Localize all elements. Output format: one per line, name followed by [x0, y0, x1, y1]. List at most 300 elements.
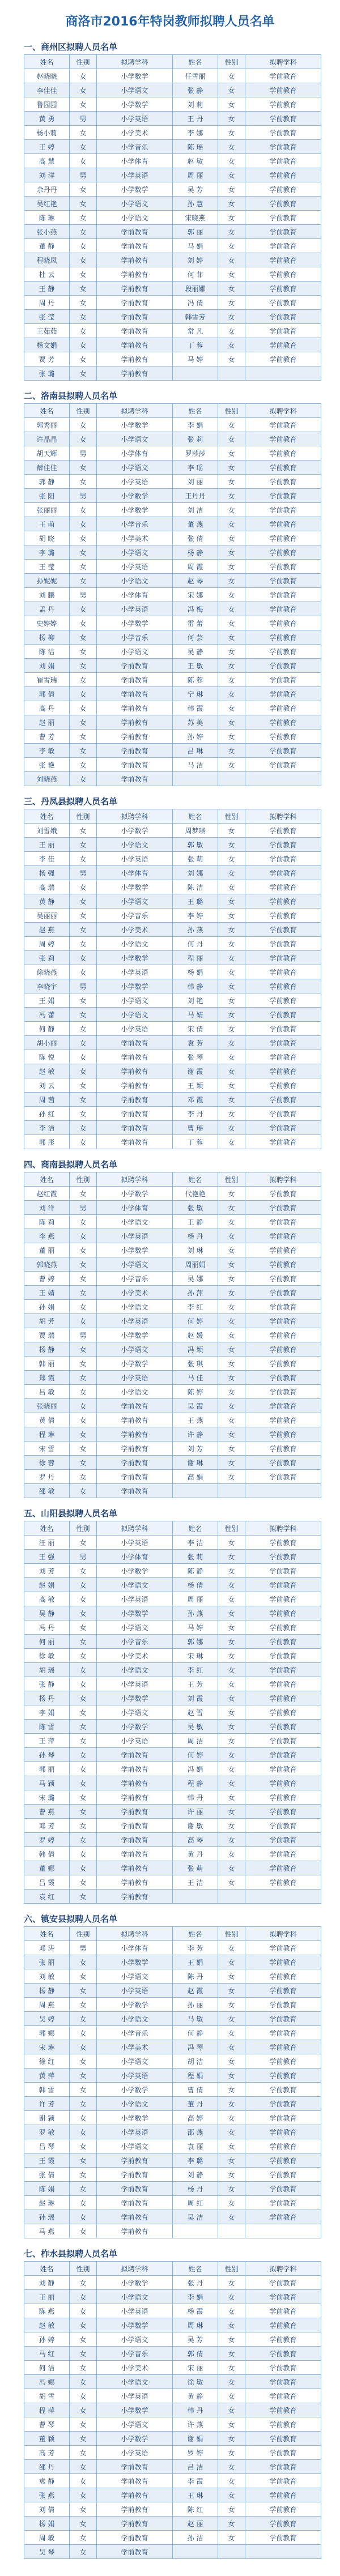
table-cell: 小学美术 — [97, 1649, 173, 1663]
table-cell: 学前教育 — [245, 1998, 321, 2012]
table-cell: 女 — [70, 1385, 97, 1399]
table-cell: 段丽娜 — [173, 282, 218, 296]
column-header: 姓名 — [173, 1927, 218, 1941]
table-cell: 小学数学 — [97, 880, 173, 894]
table-cell: 小学音乐 — [97, 2347, 173, 2361]
table-cell: 学前教育 — [245, 517, 321, 531]
table-cell: 女 — [218, 1620, 245, 1635]
page-title: 商洛市2016年特岗教师拟聘人员名单 — [65, 15, 275, 29]
table-cell: 杨 静 — [24, 1984, 70, 1998]
table-cell: 小学体育 — [97, 588, 173, 602]
table-cell: 女 — [218, 324, 245, 338]
table-row — [24, 2153, 321, 2168]
table-cell: 女 — [70, 772, 97, 786]
table-cell: 学前教育 — [245, 531, 321, 545]
table-cell: 女 — [70, 140, 97, 154]
table-cell: 学前教育 — [245, 965, 321, 979]
table-row — [24, 1357, 321, 1371]
table-cell: 任雪丽 — [173, 69, 218, 83]
table-cell: 周梦琪 — [173, 824, 218, 838]
table-cell: 何 静 — [173, 2026, 218, 2040]
table-cell: 杨 娟 — [173, 965, 218, 979]
table-cell: 马 婷 — [173, 352, 218, 366]
table-cell: 女 — [218, 1286, 245, 1300]
table-cell: 刘 艳 — [173, 993, 218, 1008]
table-cell: 小学英语 — [97, 1734, 173, 1748]
table-cell: 李 敏 — [24, 744, 70, 758]
table-cell: 陈 燕 — [24, 2304, 70, 2318]
table-cell: 女 — [70, 1300, 97, 1314]
table-cell: 女 — [70, 2026, 97, 2040]
table-cell: 马 婧 — [173, 1008, 218, 1022]
table-cell: 女 — [218, 2432, 245, 2446]
table-cell: 小学数学 — [97, 1606, 173, 1620]
table-cell: 学前教育 — [245, 2460, 321, 2474]
section-heading: 四、商南县拟聘人员名单 — [24, 1159, 118, 1170]
table-row — [24, 1705, 321, 1720]
table-cell: 女 — [70, 2347, 97, 2361]
table-row — [24, 1064, 321, 1078]
table-cell: 学前教育 — [245, 1984, 321, 1998]
table-cell: 学前教育 — [245, 1441, 321, 1456]
table-cell: 郭 丽 — [24, 1762, 70, 1776]
table-cell: 小学数学 — [97, 1998, 173, 2012]
table-cell: 小学数学 — [97, 824, 173, 838]
table-row — [24, 1107, 321, 1121]
table-cell: 曹 燕 — [24, 1805, 70, 1819]
table-cell: 女 — [218, 574, 245, 588]
column-header: 姓名 — [173, 1521, 218, 1536]
table-row — [24, 253, 321, 267]
table-cell: 女 — [218, 630, 245, 645]
table-cell: 学前教育 — [97, 1875, 173, 1890]
table-cell: 吕 琴 — [24, 2139, 70, 2153]
table-cell: 女 — [70, 758, 97, 772]
column-header: 姓名 — [24, 1172, 70, 1187]
table-cell: 学前教育 — [245, 1229, 321, 1243]
table-row — [24, 673, 321, 687]
table-cell: 学前教育 — [245, 352, 321, 366]
table-cell: 学前教育 — [97, 1427, 173, 1441]
table-row — [24, 1776, 321, 1790]
table-cell: 崔雪瑞 — [24, 673, 70, 687]
roster-table — [24, 403, 321, 786]
table-row — [24, 880, 321, 894]
table-cell: 小学美术 — [97, 2361, 173, 2375]
table-cell: 郑 霞 — [24, 1371, 70, 1385]
table-cell: 女 — [218, 1427, 245, 1441]
table-cell: 代艳艳 — [173, 1187, 218, 1201]
table-cell: 张 萌 — [173, 852, 218, 866]
table-cell: 李 婷 — [173, 909, 218, 923]
column-header: 拟聘学科 — [97, 55, 173, 69]
table-cell: 李 红 — [173, 1300, 218, 1314]
table-cell: 女 — [218, 2304, 245, 2318]
table-cell: 张 璐 — [24, 366, 70, 381]
column-header: 性别 — [70, 2262, 97, 2276]
table-cell: 小学语文 — [97, 2012, 173, 2026]
table-cell: 张 莉 — [24, 951, 70, 965]
table-cell: 王 璐 — [173, 894, 218, 909]
table-cell: 女 — [70, 1875, 97, 1890]
table-cell: 黄 静 — [24, 894, 70, 909]
table-cell: 张 丹 — [173, 2276, 218, 2290]
table-row — [24, 1620, 321, 1635]
table-cell: 李 燕 — [24, 1229, 70, 1243]
table-cell: 小学语文 — [97, 2139, 173, 2153]
table-cell: 小学英语 — [97, 852, 173, 866]
table-cell: 女 — [70, 1776, 97, 1790]
table-cell: 小学英语 — [97, 1536, 173, 1550]
table-cell: 学前教育 — [245, 2347, 321, 2361]
table-cell: 女 — [218, 2012, 245, 2026]
column-header: 性别 — [70, 809, 97, 824]
table-cell: 学前教育 — [245, 951, 321, 965]
table-cell: 孙 燕 — [173, 1606, 218, 1620]
table-cell: 男 — [70, 1201, 97, 1215]
table-cell: 学前教育 — [245, 310, 321, 324]
table-cell: 学前教育 — [245, 730, 321, 744]
table-row — [24, 2361, 321, 2375]
table-row — [24, 2446, 321, 2460]
table-cell: 学前教育 — [97, 2460, 173, 2474]
table-row — [24, 1578, 321, 1592]
column-header: 性别 — [218, 1927, 245, 1941]
table-row — [24, 560, 321, 574]
table-cell: 学前教育 — [245, 182, 321, 197]
table-cell: 学前教育 — [245, 838, 321, 852]
table-cell: 张丽丽 — [24, 503, 70, 517]
table-cell: 周 霞 — [173, 560, 218, 574]
table-cell: 女 — [70, 517, 97, 531]
table-cell: 小学美术 — [97, 126, 173, 140]
table-row — [24, 2502, 321, 2517]
table-header-row — [24, 55, 321, 69]
table-cell: 女 — [70, 1762, 97, 1776]
table-cell: 胡天辉 — [24, 446, 70, 460]
table-cell: 学前教育 — [245, 432, 321, 446]
table-cell: 周 琳 — [173, 2318, 218, 2332]
table-cell: 学前教育 — [245, 225, 321, 239]
table-cell: 张 静 — [24, 1677, 70, 1691]
table-cell: 女 — [218, 182, 245, 197]
table-cell: 郭 倩 — [24, 687, 70, 701]
table-cell: 女 — [70, 545, 97, 560]
table-cell: 小学数学 — [97, 951, 173, 965]
table-row — [24, 1847, 321, 1861]
table-cell: 女 — [70, 253, 97, 267]
table-row — [24, 1257, 321, 1272]
table-cell: 学前教育 — [245, 1649, 321, 1663]
table-row — [24, 1008, 321, 1022]
table-cell: 男 — [70, 446, 97, 460]
column-header: 姓名 — [173, 809, 218, 824]
sections-container — [0, 32, 340, 2559]
table-cell: 女 — [70, 1890, 97, 1904]
table-cell: 学前教育 — [97, 2488, 173, 2502]
table-cell: 曹 婷 — [24, 1272, 70, 1286]
table-cell: 宋 娜 — [173, 588, 218, 602]
table-cell: 小学语文 — [97, 2375, 173, 2389]
table-cell: 女 — [218, 824, 245, 838]
table-cell: 何 丹 — [173, 937, 218, 951]
table-cell: 邓 芳 — [24, 1819, 70, 1833]
table-cell: 学前教育 — [245, 1705, 321, 1720]
table-row — [24, 630, 321, 645]
table-cell: 女 — [218, 475, 245, 489]
table-cell: 小学语文 — [97, 1257, 173, 1272]
table-row — [24, 531, 321, 545]
table-cell: 学前教育 — [245, 446, 321, 460]
table-cell: 学前教育 — [245, 1385, 321, 1399]
table-cell: 马 敏 — [173, 2012, 218, 2026]
table-cell: 女 — [70, 69, 97, 83]
table-cell: 女 — [70, 1371, 97, 1385]
table-cell: 女 — [70, 909, 97, 923]
table-cell: 男 — [70, 168, 97, 182]
table-row — [24, 1385, 321, 1399]
table-cell: 学前教育 — [97, 701, 173, 715]
table-cell: 学前教育 — [245, 2375, 321, 2389]
table-cell — [245, 2545, 321, 2559]
table-cell: 学前教育 — [97, 2545, 173, 2559]
table-cell: 女 — [70, 1998, 97, 2012]
table-cell: 女 — [218, 937, 245, 951]
table-cell: 女 — [70, 2488, 97, 2502]
table-cell: 女 — [70, 2012, 97, 2026]
table-cell: 女 — [70, 2474, 97, 2488]
table-cell: 程 娟 — [173, 2069, 218, 2083]
table-cell: 董 颖 — [24, 2432, 70, 2446]
table-cell: 小学英语 — [97, 1314, 173, 1328]
table-cell: 刘 静 — [24, 2276, 70, 2290]
table-cell: 小学音乐 — [97, 2026, 173, 2040]
table-row — [24, 1272, 321, 1286]
table-cell: 丁 蓉 — [173, 1135, 218, 1149]
table-cell: 学前教育 — [245, 866, 321, 880]
table-cell — [173, 1890, 218, 1904]
table-cell: 学前教育 — [245, 1121, 321, 1135]
table-cell: 女 — [70, 366, 97, 381]
table-cell: 学前教育 — [245, 1776, 321, 1790]
table-cell: 汪 丽 — [24, 1536, 70, 1550]
table-cell: 女 — [218, 225, 245, 239]
table-cell: 女 — [70, 97, 97, 112]
table-cell: 小学语文 — [97, 545, 173, 560]
table-cell: 小学语文 — [97, 1008, 173, 1022]
table-cell: 女 — [70, 1805, 97, 1819]
table-cell: 孙 娟 — [24, 1300, 70, 1314]
table-cell: 小学体育 — [97, 1941, 173, 1955]
table-cell: 女 — [70, 2111, 97, 2125]
table-row — [24, 446, 321, 460]
table-cell: 许 静 — [173, 1427, 218, 1441]
table-row — [24, 225, 321, 239]
table-cell: 女 — [70, 126, 97, 140]
table-cell: 学前教育 — [245, 1861, 321, 1875]
table-cell: 董 静 — [24, 239, 70, 253]
table-cell: 王 萍 — [24, 1734, 70, 1748]
table-cell: 女 — [218, 489, 245, 503]
table-cell: 女 — [218, 1790, 245, 1805]
table-cell: 袁 静 — [24, 2474, 70, 2488]
table-cell: 程 萍 — [24, 2403, 70, 2417]
table-cell: 女 — [218, 338, 245, 352]
table-cell: 许 芳 — [24, 2097, 70, 2111]
table-cell: 女 — [70, 310, 97, 324]
table-cell: 吕 琳 — [173, 744, 218, 758]
table-cell: 女 — [218, 909, 245, 923]
table-cell: 学前教育 — [245, 1022, 321, 1036]
table-cell: 学前教育 — [245, 1847, 321, 1861]
table-cell: 女 — [218, 1257, 245, 1272]
table-cell: 韩 静 — [173, 979, 218, 993]
table-cell: 小学数学 — [97, 1357, 173, 1371]
table-cell: 吴 霞 — [173, 1399, 218, 1413]
table-cell: 学前教育 — [97, 730, 173, 744]
column-header: 姓名 — [24, 1927, 70, 1941]
table-cell: 刘 娜 — [173, 866, 218, 880]
table-row — [24, 418, 321, 432]
table-cell: 小学英语 — [97, 1371, 173, 1385]
table-cell: 吕 洁 — [173, 2460, 218, 2474]
table-cell: 学前教育 — [245, 2210, 321, 2224]
column-header: 拟聘学科 — [97, 1521, 173, 1536]
table-cell: 女 — [70, 1342, 97, 1357]
table-cell: 学前教育 — [245, 2389, 321, 2403]
table-cell: 女 — [218, 701, 245, 715]
table-cell — [218, 2545, 245, 2559]
table-cell: 女 — [218, 97, 245, 112]
table-cell: 学前教育 — [245, 645, 321, 659]
table-row — [24, 182, 321, 197]
table-cell: 小学数学 — [97, 1187, 173, 1201]
table-cell: 女 — [70, 602, 97, 616]
table-cell: 女 — [218, 446, 245, 460]
table-cell: 马 燕 — [24, 2224, 70, 2238]
column-header: 拟聘学科 — [245, 55, 321, 69]
table-cell: 杜 云 — [24, 267, 70, 282]
table-cell: 学前教育 — [245, 1790, 321, 1805]
table-row — [24, 1748, 321, 1762]
table-cell — [245, 366, 321, 381]
table-cell: 女 — [218, 1955, 245, 1969]
table-cell: 小学语文 — [97, 2054, 173, 2069]
table-cell: 女 — [218, 852, 245, 866]
table-cell: 女 — [218, 1272, 245, 1286]
table-cell: 学前教育 — [245, 1215, 321, 1229]
table-cell: 学前教育 — [245, 2417, 321, 2432]
table-cell: 孟 丹 — [24, 602, 70, 616]
table-cell: 高 丹 — [24, 701, 70, 715]
table-cell: 女 — [70, 1635, 97, 1649]
table-cell: 学前教育 — [245, 503, 321, 517]
table-row — [24, 517, 321, 531]
table-cell: 女 — [218, 659, 245, 673]
table-cell: 女 — [218, 715, 245, 730]
table-cell: 郭 静 — [24, 475, 70, 489]
table-cell: 女 — [70, 951, 97, 965]
table-cell: 杨 丹 — [24, 1691, 70, 1705]
column-header: 姓名 — [173, 1172, 218, 1187]
table-cell: 学前教育 — [97, 1107, 173, 1121]
table-row — [24, 1720, 321, 1734]
table-cell: 女 — [218, 645, 245, 659]
table-cell: 女 — [70, 2196, 97, 2210]
table-cell: 吴丽丽 — [24, 909, 70, 923]
table-cell: 小学数学 — [97, 2318, 173, 2332]
table-cell: 马 婷 — [173, 1620, 218, 1635]
table-cell: 何 芸 — [173, 630, 218, 645]
table-cell: 王丹丹 — [173, 489, 218, 503]
table-cell: 苏 美 — [173, 715, 218, 730]
table-row — [24, 2139, 321, 2153]
table-cell: 小学英语 — [97, 1592, 173, 1606]
table-cell: 孙 瑶 — [24, 2210, 70, 2224]
table-cell: 学前教育 — [245, 894, 321, 909]
table-row — [24, 701, 321, 715]
table-row — [24, 366, 321, 381]
table-cell: 女 — [70, 211, 97, 225]
table-cell: 女 — [70, 852, 97, 866]
table-cell: 学前教育 — [245, 1093, 321, 1107]
table-cell: 小学数学 — [97, 418, 173, 432]
table-cell: 学前教育 — [97, 1121, 173, 1135]
table-cell: 学前教育 — [97, 1441, 173, 1456]
table-row — [24, 211, 321, 225]
table-cell: 学前教育 — [245, 2361, 321, 2375]
table-cell: 女 — [218, 2403, 245, 2417]
table-row — [24, 588, 321, 602]
table-cell: 学前教育 — [97, 1805, 173, 1819]
table-cell: 何 丽 — [24, 1635, 70, 1649]
table-cell — [245, 772, 321, 786]
table-cell: 董 丽 — [24, 1243, 70, 1257]
table-cell: 女 — [218, 531, 245, 545]
table-cell: 女 — [70, 182, 97, 197]
table-cell: 胡小丽 — [24, 1036, 70, 1050]
table-row — [24, 1399, 321, 1413]
table-cell: 学前教育 — [97, 687, 173, 701]
table-row — [24, 2304, 321, 2318]
table-cell: 学前教育 — [245, 1536, 321, 1550]
table-cell: 学前教育 — [97, 324, 173, 338]
table-row — [24, 1861, 321, 1875]
table-cell: 女 — [218, 1385, 245, 1399]
table-cell: 女 — [70, 2531, 97, 2545]
table-cell: 许 丽 — [173, 1805, 218, 1819]
column-header: 拟聘学科 — [245, 809, 321, 824]
table-cell: 冯 娟 — [173, 1762, 218, 1776]
table-cell: 女 — [218, 1969, 245, 1984]
table-row — [24, 2290, 321, 2304]
table-cell: 宋 丽 — [173, 2361, 218, 2375]
table-cell: 女 — [70, 1578, 97, 1592]
table-cell: 学前教育 — [245, 2054, 321, 2069]
table-row — [24, 1691, 321, 1705]
table-cell: 吴 琴 — [24, 2545, 70, 2559]
table-cell: 学前教育 — [245, 659, 321, 673]
table-cell: 女 — [70, 730, 97, 744]
table-cell: 女 — [70, 154, 97, 168]
table-cell: 学前教育 — [97, 2196, 173, 2210]
table-cell: 学前教育 — [245, 324, 321, 338]
table-cell: 小学数学 — [97, 1243, 173, 1257]
table-cell: 女 — [218, 993, 245, 1008]
table-cell: 女 — [218, 1550, 245, 1564]
table-cell: 杨 强 — [24, 866, 70, 880]
table-cell: 杨 静 — [24, 1342, 70, 1357]
